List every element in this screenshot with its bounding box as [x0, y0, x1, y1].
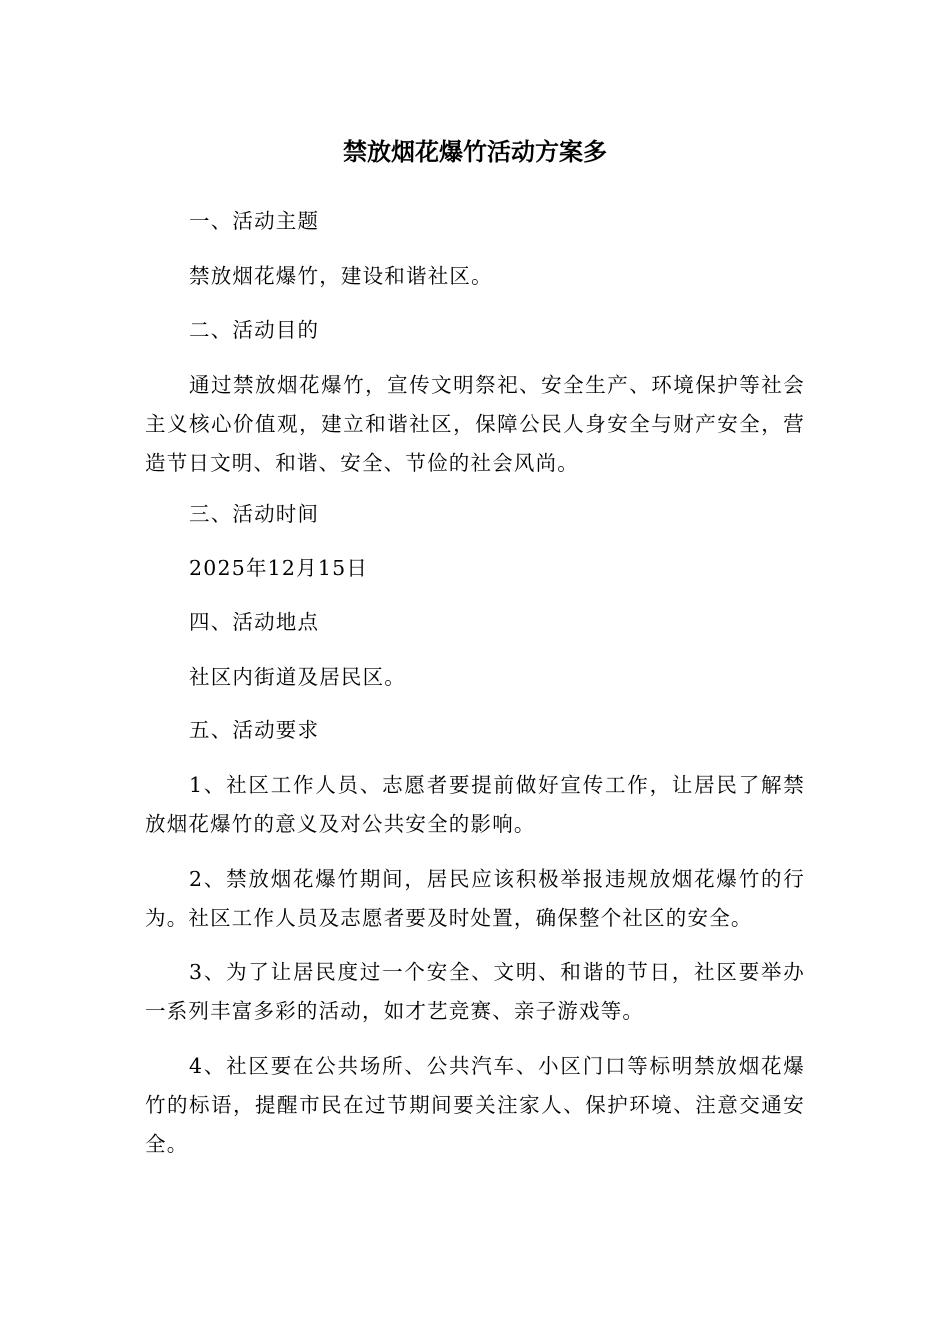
document-title: 禁放烟花爆竹活动方案多 — [343, 138, 607, 166]
requirement-item-3: 3、为了让居民度过一个安全、文明、和谐的节日，社区要举办一系列丰富多彩的活动，如才艺竞赛、亲子游戏等。 — [145, 960, 805, 1023]
paragraph-location: 社区内街道及居民区。 — [189, 665, 406, 689]
section-heading-location: 四、活动地点 — [189, 610, 320, 634]
section-heading-purpose: 二、活动目的 — [189, 318, 320, 342]
paragraph-time: 2025年12月15日 — [189, 556, 369, 580]
requirement-item-4: 4、社区要在公共场所、公共汽车、小区门口等标明禁放烟花爆竹的标语，提醒市民在过节期间要关注家人、保护环境、注意交通安全。 — [145, 1054, 805, 1156]
section-heading-requirements: 五、活动要求 — [189, 718, 320, 742]
requirement-item-2: 2、禁放烟花爆竹期间，居民应该积极举报违规放烟花爆竹的行为。社区工作人员及志愿者要及时处置，确保整个社区的安全。 — [145, 867, 805, 930]
requirement-item-1: 1、社区工作人员、志愿者要提前做好宣传工作，让居民了解禁放烟花爆竹的意义及对公共安全的影响。 — [145, 773, 805, 836]
section-heading-time: 三、活动时间 — [189, 502, 320, 526]
section-heading-theme: 一、活动主题 — [189, 209, 320, 233]
paragraph-purpose: 通过禁放烟花爆竹，宣传文明祭祀、安全生产、环境保护等社会主义核心价值观，建立和谐社区，保障公民人身安全与财产安全，营造节日文明、和谐、安全、节俭的社会风尚。 — [145, 373, 805, 475]
paragraph-theme: 禁放烟花爆竹，建设和谐社区。 — [189, 264, 493, 288]
